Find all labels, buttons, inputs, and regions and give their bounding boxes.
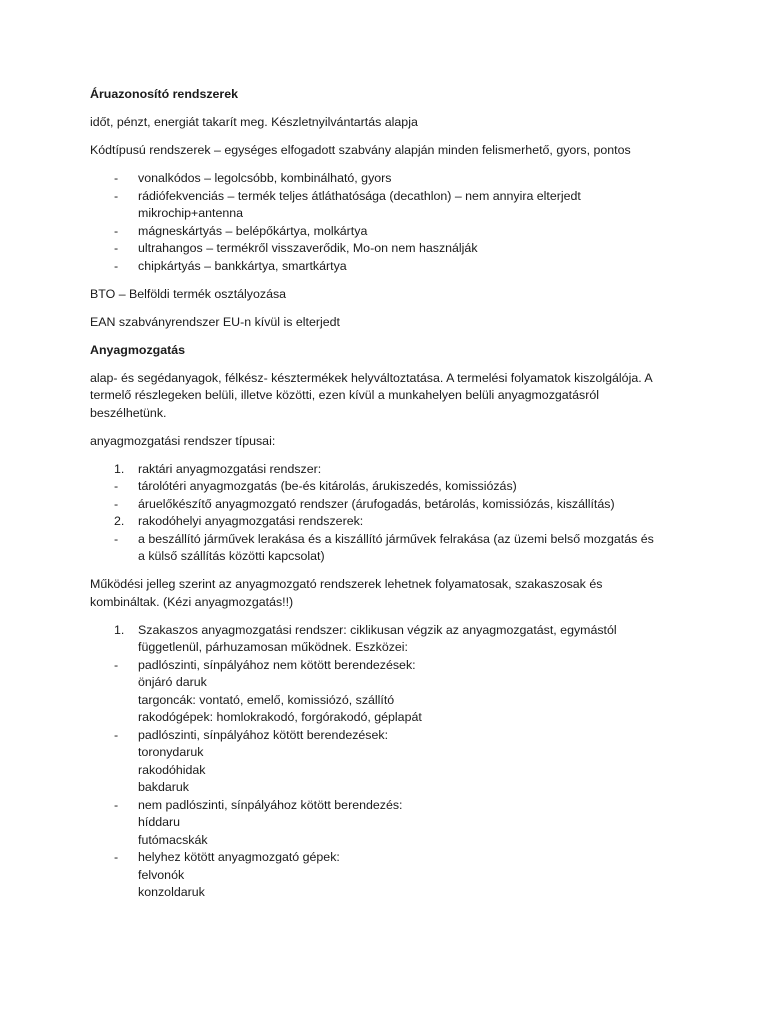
list-marker: -	[114, 531, 119, 546]
list-item-line: helyhez kötött anyagmozgató gépek:	[138, 850, 340, 864]
list-item-line: ultrahangos – termékről visszaverődik, Mo-on nem használják	[138, 241, 478, 255]
list-marker: -	[114, 171, 119, 185]
list-item-line: függetlenül, párhuzamosan működnek. Eszközei:	[138, 640, 408, 654]
list-marker: -	[114, 479, 119, 493]
document-title: Áruazonosító rendszerek	[90, 87, 239, 101]
list-item-line: konzoldaruk	[138, 885, 205, 899]
list-item-line: áruelőkészítő anyagmozgató rendszer (árufogadás, betárolás, komissiózás, kiszállítás)	[138, 496, 615, 511]
list-item-line: felvonók	[138, 867, 185, 882]
list-marker: -	[114, 727, 119, 742]
list-item	[90, 240, 690, 258]
list-marker: -	[114, 241, 119, 255]
document-body	[90, 86, 690, 912]
list-item	[90, 258, 690, 276]
list-item-line: raktári anyagmozgatási rendszer:	[138, 461, 322, 476]
list-item-line: tárolótéri anyagmozgatás (be-és kitárolás, árukiszedés, komissiózás)	[138, 479, 517, 493]
szakaszos-list	[90, 622, 690, 902]
tipusok-list	[90, 461, 690, 566]
list-item-line: a beszállító járművek lerakása és a kiszállító járművek felrakása (az üzemi belső mozgatás és	[138, 531, 654, 546]
list-marker: -	[114, 850, 119, 864]
list-item	[90, 622, 690, 657]
paragraph-line: beszélhetünk.	[90, 405, 167, 420]
paragraph-line: alap- és segédanyagok, félkész- késztermékek helyváltoztatása. A termelési folyamatok kiszolgálója. A	[90, 370, 653, 385]
list-marker: -	[114, 188, 119, 203]
list-item	[90, 170, 690, 188]
list-item-line: vonalkódos – legolcsóbb, kombinálható, gyors	[138, 171, 392, 185]
list-item-line: rádiófekvenciás – termék teljes átláthatósága (decathlon) – nem annyira elterjedt	[138, 188, 581, 203]
list-marker: -	[114, 657, 119, 672]
list-marker: 1.	[114, 461, 125, 476]
list-item-line: padlószinti, sínpályához kötött berendezések:	[138, 727, 389, 742]
list-item	[90, 849, 690, 902]
list-item-line: mikrochip+antenna	[138, 206, 244, 220]
ean-paragraph: EAN szabványrendszer EU-n kívül is elterjedt	[90, 314, 340, 329]
list-item-line: futómacskák	[138, 832, 208, 847]
list-marker: 1.	[114, 622, 125, 637]
paragraph-line: Működési jelleg szerint az anyagmozgató rendszerek lehetnek folyamatosak, szakaszosak és	[90, 577, 603, 591]
list-item-line: önjáró daruk	[138, 675, 207, 689]
anyagmozgatas-paragraph	[90, 370, 690, 423]
list-marker: 2.	[114, 514, 125, 528]
list-item	[90, 478, 690, 496]
list-item-line: a külső szállítás közötti kapcsolat)	[138, 549, 325, 563]
list-item-line: bakdaruk	[138, 780, 189, 794]
intro-paragraph: időt, pénzt, energiát takarít meg. Készletnyilvántartás alapja	[90, 115, 418, 129]
list-item	[90, 513, 690, 531]
list-item-line: nem padlószinti, sínpályához kötött berendezés:	[138, 797, 403, 812]
list-item-line: targoncák: vontató, emelő, komissiózó, szállító	[138, 692, 395, 707]
tipusai-paragraph: anyagmozgatási rendszer típusai:	[90, 433, 276, 448]
paragraph-line: kombináltak. (Kézi anyagmozgatás!!)	[90, 594, 294, 609]
list-item-line: toronydaruk	[138, 745, 204, 759]
list-item-line: chipkártyás – bankkártya, smartkártya	[138, 258, 347, 273]
list-item-line: padlószinti, sínpályához nem kötött berendezések:	[138, 657, 416, 672]
list-marker: -	[114, 223, 119, 238]
list-item	[90, 496, 690, 514]
list-item	[90, 223, 690, 241]
list-item-line: rakodógépek: homlokrakodó, forgórakodó, géplapát	[138, 710, 422, 724]
list-item-line: rakodóhelyi anyagmozgatási rendszerek:	[138, 514, 364, 528]
mukodesi-paragraph	[90, 576, 690, 611]
kod-list	[90, 170, 690, 275]
list-item-line: rakodóhidak	[138, 762, 206, 777]
list-item	[90, 531, 690, 566]
list-item-line: mágneskártyás – belépőkártya, molkártya	[138, 223, 368, 238]
list-item	[90, 727, 690, 797]
list-item	[90, 188, 690, 223]
list-item	[90, 657, 690, 727]
list-item	[90, 461, 690, 479]
bto-paragraph: BTO – Belföldi termék osztályozása	[90, 286, 287, 301]
anyagmozgatas-heading: Anyagmozgatás	[90, 342, 186, 357]
list-item	[90, 797, 690, 850]
list-marker: -	[114, 797, 119, 812]
list-item-line: Szakaszos anyagmozgatási rendszer: ciklikusan végzik az anyagmozgatást, egymástól	[138, 622, 617, 637]
list-item-line: híddaru	[138, 815, 181, 829]
list-marker: -	[114, 258, 119, 273]
paragraph-line: termelő részlegeken belüli, illetve közötti, ezen kívül a munkahelyen belüli anyagmozgatásról	[90, 388, 599, 402]
list-marker: -	[114, 496, 119, 511]
kodtipusu-paragraph: Kódtípusú rendszerek – egységes elfogadott szabvány alapján minden felismerhető, gyors, pontos	[90, 143, 631, 157]
